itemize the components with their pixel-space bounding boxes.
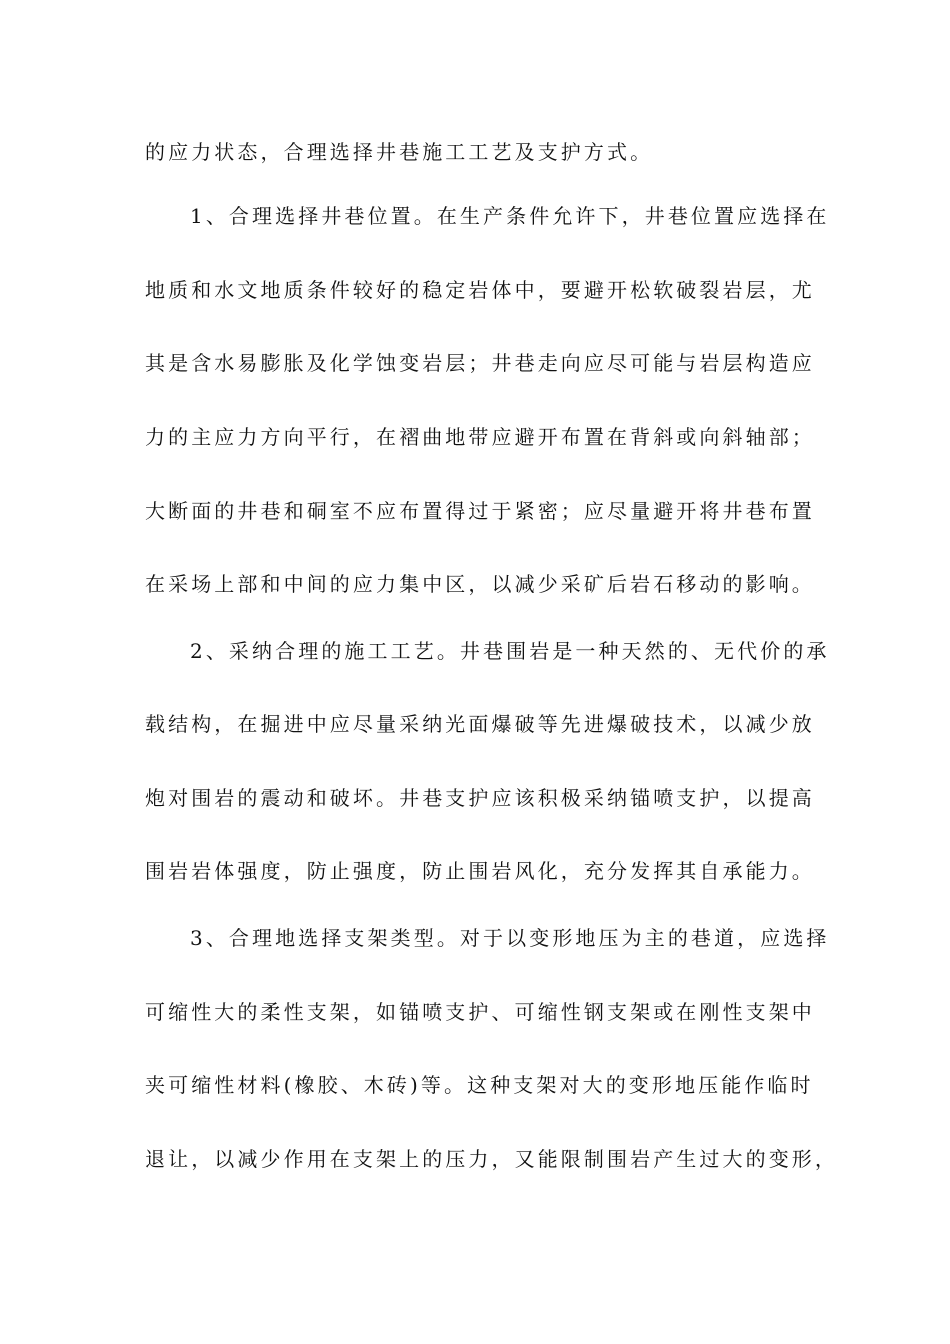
paragraph-2-start: 2、采纳合理的施工工艺。井巷围岩是一种天然的、无代价的承 [190,639,830,663]
paragraph-3-start: 3、合理地选择支架类型。对于以变形地压为主的巷道，应选择 [190,926,830,950]
paragraph-1-start: 1、合理选择井巷位置。在生产条件允许下，井巷位置应选择在 [190,204,830,228]
text-line: 的应力状态，合理选择井巷施工工艺及支护方式。 [145,140,654,164]
text-line: 夹可缩性材料(橡胶、木砖)等。这种支架对大的变形地压能作临时 [145,1073,814,1097]
text-line: 在采场上部和中间的应力集中区，以减少采矿后岩石移动的影响。 [145,572,815,596]
text-line: 载结构，在掘进中应尽量采纳光面爆破等先进爆破技术，以减少放 [145,712,815,736]
text-line: 大断面的井巷和硐室不应布置得过于紧密；应尽量避开将井巷布置 [145,499,815,523]
text-line: 力的主应力方向平行，在褶曲地带应避开布置在背斜或向斜轴部； [145,425,815,449]
text-line: 地质和水文地质条件较好的稳定岩体中，要避开松软破裂岩层，尤 [145,278,815,302]
text-line: 可缩性大的柔性支架，如锚喷支护、可缩性钢支架或在刚性支架中 [145,1000,815,1024]
text-line: 围岩岩体强度，防止强度，防止围岩风化，充分发挥其自承能力。 [145,859,815,883]
text-line: 其是含水易膨胀及化学蚀变岩层；井巷走向应尽可能与岩层构造应 [145,351,815,375]
text-line: 炮对围岩的震动和破坏。井巷支护应该积极采纳锚喷支护，以提高 [145,786,815,810]
text-line: 退让，以减少作用在支架上的压力，又能限制围岩产生过大的变形， [145,1147,838,1171]
